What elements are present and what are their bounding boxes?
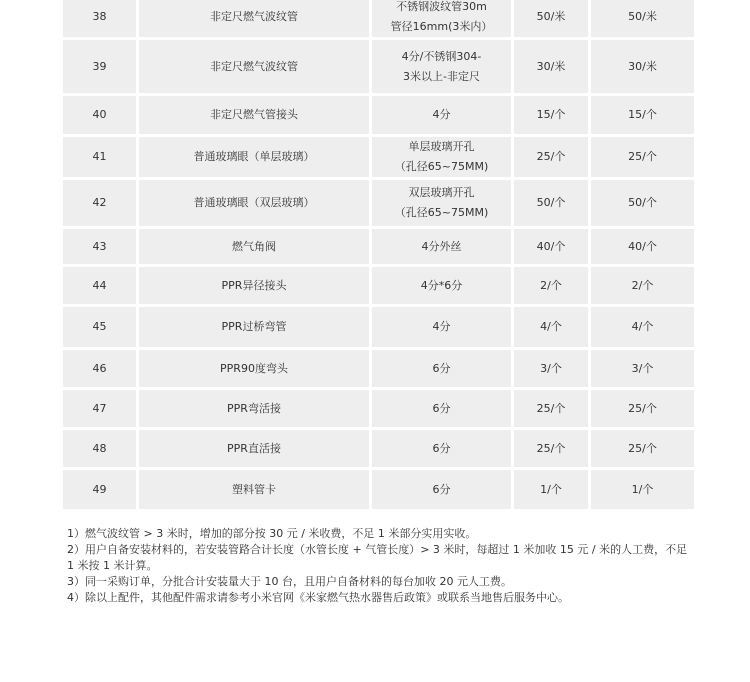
item-price-alt: 2/个 [591,267,694,307]
item-spec: 不锈钢波纹管30m 管径16mm(3米内） [372,0,514,40]
item-price: 15/个 [514,96,591,137]
item-price-alt: 30/米 [591,40,694,96]
item-price: 2/个 [514,267,591,307]
item-name: PPR90度弯头 [139,350,372,390]
table-row [63,470,694,512]
item-number: 46 [63,350,139,390]
note-item: 3）同一采购订单，分批合计安装量大于 10 台，且用户自备材料的每台加收 20 元人工费。 [67,575,512,588]
item-spec: 4分 [372,307,514,350]
item-price-alt: 3/个 [591,350,694,390]
item-name: PPR弯活接 [139,390,372,430]
item-price-alt: 50/个 [591,180,694,229]
item-price: 25/个 [514,390,591,430]
item-name: 非定尺燃气波纹管 [139,40,372,96]
table-row [63,180,694,229]
item-name: 普通玻璃眼（双层玻璃） [139,180,372,229]
item-name: 普通玻璃眼（单层玻璃） [139,137,372,180]
item-price: 50/个 [514,180,591,229]
item-price: 3/个 [514,350,591,390]
table-row [63,0,694,40]
item-number: 49 [63,470,139,512]
item-name: PPR异径接头 [139,267,372,307]
item-price-alt: 40/个 [591,229,694,267]
item-name: PPR直活接 [139,430,372,470]
item-price: 30/米 [514,40,591,96]
item-number: 39 [63,40,139,96]
item-price: 25/个 [514,137,591,180]
item-price-alt: 25/个 [591,390,694,430]
item-spec: 6分 [372,470,514,512]
item-price-alt: 15/个 [591,96,694,137]
item-number: 48 [63,430,139,470]
item-price-alt: 50/米 [591,0,694,40]
note-item: 2）用户自备安装材料的，若安装管路合计长度（水管长度 + 气管长度）> 3 米时，每超过 1 米加收 15 元 / 米的人工费，不足 1 米按 1 米计算。 [67,543,688,572]
item-name: 非定尺燃气波纹管 [139,0,372,40]
item-price-alt: 25/个 [591,430,694,470]
table-row [63,307,694,350]
table-row [63,430,694,470]
item-spec: 4分外丝 [372,229,514,267]
item-price: 50/米 [514,0,591,40]
price-table [63,0,694,512]
item-number: 45 [63,307,139,350]
item-price-alt: 25/个 [591,137,694,180]
table-row [63,390,694,430]
table-row [63,229,694,267]
item-spec: 双层玻璃开孔 （孔径65~75MM) [372,180,514,229]
item-price: 1/个 [514,470,591,512]
item-spec: 4分 [372,96,514,137]
notes-section [67,526,697,606]
item-price: 4/个 [514,307,591,350]
item-number: 38 [63,0,139,40]
item-number: 41 [63,137,139,180]
item-price-alt: 1/个 [591,470,694,512]
table-row [63,350,694,390]
item-price: 25/个 [514,430,591,470]
item-price-alt: 4/个 [591,307,694,350]
item-name: 塑料管卡 [139,470,372,512]
item-number: 42 [63,180,139,229]
item-number: 43 [63,229,139,267]
item-spec: 4分*6分 [372,267,514,307]
item-name: 非定尺燃气管接头 [139,96,372,137]
item-price: 40/个 [514,229,591,267]
table-row [63,137,694,180]
item-spec: 4分/不锈钢304- 3米以上-非定尺 [372,40,514,96]
item-name: PPR过桥弯管 [139,307,372,350]
item-spec: 6分 [372,350,514,390]
item-spec: 6分 [372,390,514,430]
item-name: 燃气角阀 [139,229,372,267]
item-number: 44 [63,267,139,307]
item-number: 40 [63,96,139,137]
table-row [63,40,694,96]
item-number: 47 [63,390,139,430]
item-spec: 单层玻璃开孔 （孔径65~75MM) [372,137,514,180]
table-row [63,267,694,307]
table-row [63,96,694,137]
note-item: 4）除以上配件，其他配件需求请参考小米官网《米家燃气热水器售后政策》或联系当地售后服务中心。 [67,591,569,604]
note-item: 1）燃气波纹管 > 3 米时，增加的部分按 30 元 / 米收费，不足 1 米部分实用实收。 [67,527,477,540]
item-spec: 6分 [372,430,514,470]
